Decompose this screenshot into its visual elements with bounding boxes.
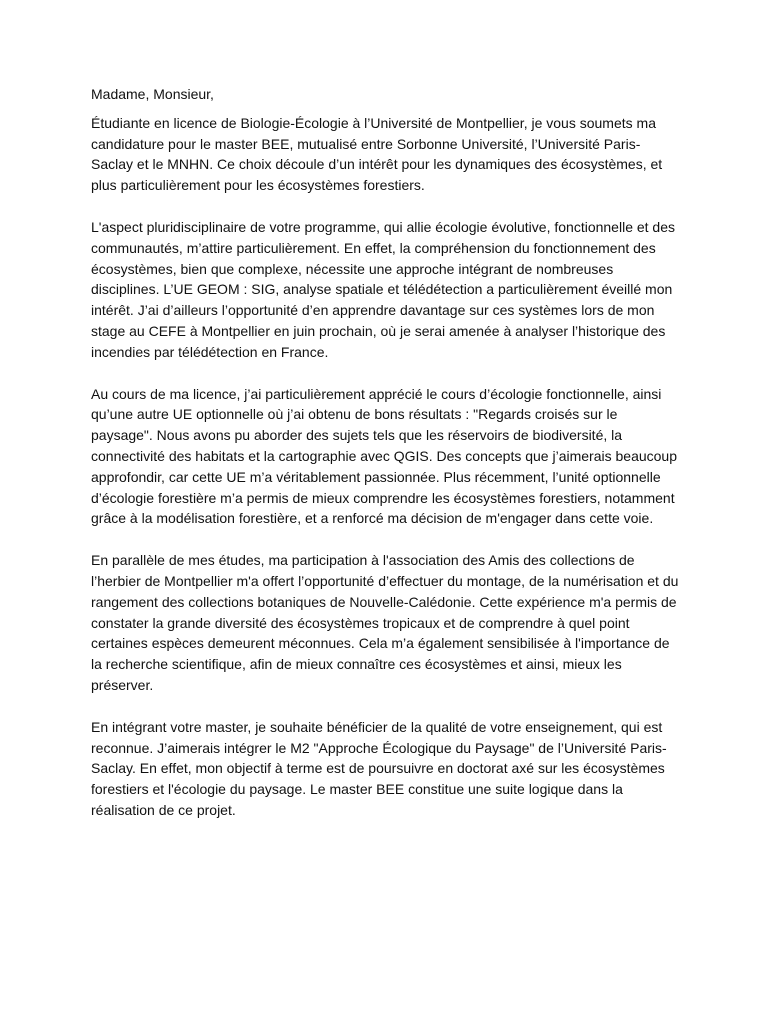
paragraph-extracurricular: En parallèle de mes études, ma participation à l'association des Amis des collections de l’herbier de Montpellier m'a offert l’opportunité d’effectuer du montage, de la numérisation et du rangement des collections botaniques de Nouvelle-Calédonie. Cette expérience m'a permis de constater la grande diversité des écosystèmes tropicaux et de comprendre à quel point certaines espèces demeurent méconnues. Cela m’a également sensibilisée à l'importance de la recherche scientifique, afin de mieux connaître ces écosystèmes et ainsi, mieux les préserver. <box>91 552 679 693</box>
paragraph-coursework: Au cours de ma licence, j’ai particulièrement apprécié le cours d’écologie fonctionnelle, ainsi qu’une autre UE optionnelle où j’ai obtenu de bons résultats : "Regards croisés sur le paysage". Nous avons pu aborder des sujets tels que les réservoirs de biodiversité, la connectivité des habitats et la cartographie avec QGIS. Des concepts que j’aimerais beaucoup approfondir, car cette UE m’a véritablement passionnée. Plus récemment, l’unité optionnelle d’écologie forestière m’a permis de mieux comprendre les écosystèmes forestiers, notamment grâce à la modélisation forestière, et a renforcé ma décision de m'engager dans cette voie. <box>91 385 677 527</box>
paragraph-conclusion: En intégrant votre master, je souhaite bénéficier de la qualité de votre enseignement, qui est reconnue. J’aimerais intégrer le M2 "Approche Écologique du Paysage" de l’Université Paris-Saclay. En effet, mon objectif à terme est de poursuivre en doctorat axé sur les écosystèmes forestiers et l'écologie du paysage. Le master BEE constitue une suite logique dans la réalisation de ce projet. <box>91 718 667 818</box>
letter-body <box>91 84 681 821</box>
paragraph-introduction: Étudiante en licence de Biologie-Écologie à l’Université de Montpellier, je vous soumets ma candidature pour le master BEE, mutualisé entre Sorbonne Université, l’Université Paris-Saclay et le MNHN. Ce choix découle d’un intérêt pour les dynamiques des écosystèmes, et plus particulièrement pour les écosystèmes forestiers. <box>91 114 663 194</box>
paragraph-program-interest: L'aspect pluridisciplinaire de votre programme, qui allie écologie évolutive, fonctionnelle et des communautés, m’attire particulièrement. En effet, la compréhension du fonctionnement des écosystèmes, bien que complexe, nécessite une approche intégrant de nombreuses disciplines. L’UE GEOM : SIG, analyse spatiale et télédétection a particulièrement éveillé mon intérêt. J’ai d’ailleurs l’opportunité d’en apprendre davantage sur ces systèmes lors de mon stage au CEFE à Montpellier en juin prochain, où je serai amenée à analyser l’historique des incendies par télédétection en France. <box>91 218 676 360</box>
letter-greeting: Madame, Monsieur, <box>91 86 214 102</box>
